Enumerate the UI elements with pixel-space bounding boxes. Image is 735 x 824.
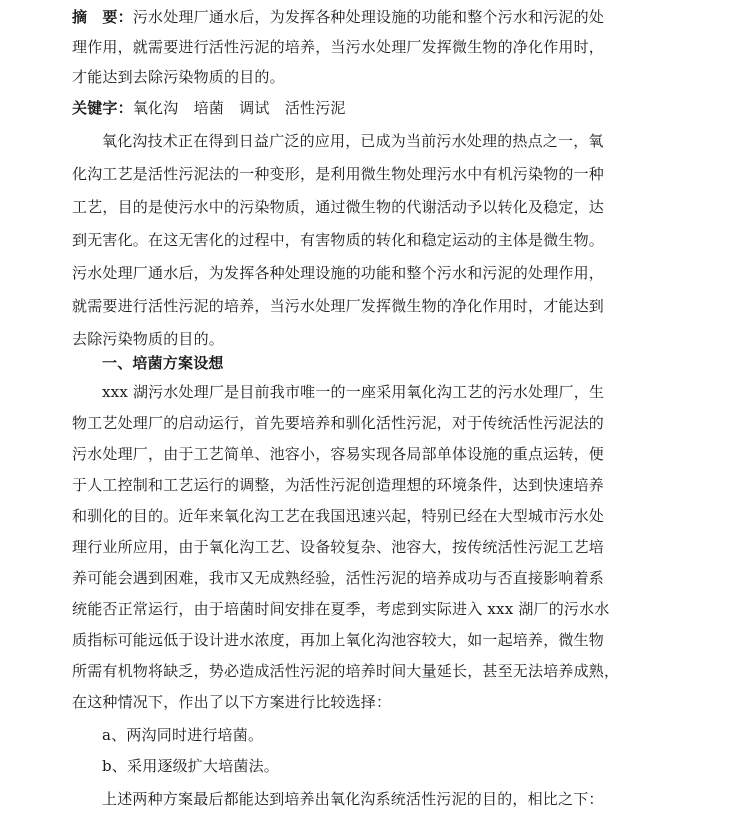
intro-line-3: 工艺，目的是使污水中的污染物质，通过微生物的代谢活动予以转化及稳定，达 [72,198,605,216]
section-line-3: 污水处理厂，由于工艺简单、池容小，容易实现各局部单体设施的重点运转，便 [72,445,605,463]
abstract-text: 污水处理厂通水后，为发挥各种处理设施的功能和整个污水和污泥的处 [132,8,605,26]
section-line-1: xxx 湖污水处理厂是目前我市唯一的一座采用氧化沟工艺的污水处理厂，生 [102,383,605,401]
abstract-line-1 [72,7,604,27]
option-b: b、采用逐级扩大培菌法。 [102,757,280,775]
keywords-label: 关键字： [72,99,133,117]
keywords-text: 氧化沟 培菌 调试 活性污泥 [132,99,346,117]
section-line-10: 所需有机物将缺乏，势必造成活性污泥的培养时间大量延长，甚至无法培养成熟， [72,662,620,680]
section-line-5: 和驯化的目的。近年来氧化沟工艺在我国迅速兴起，特别已经在大型城市污水处 [72,507,605,525]
keywords-line [72,98,346,118]
abstract-line-2: 理作用，就需要进行活性污泥的培养，当污水处理厂发挥微生物的净化作用时， [72,38,605,56]
option-a: a、两沟同时进行培菌。 [102,726,264,744]
intro-line-2: 化沟工艺是活性污泥法的一种变形，是利用微生物处理污水中有机污染物的一种 [72,165,605,183]
intro-line-6: 就需要进行活性污泥的培养，当污水处理厂发挥微生物的净化作用时，才能达到 [72,297,605,315]
section-line-9: 质指标可能远低于设计进水浓度，再加上氧化沟池容较大，如一起培养，微生物 [72,631,605,649]
section-line-6: 理行业所应用，由于氧化沟工艺、设备较复杂、池容大，按传统活性污泥工艺培 [72,538,605,556]
intro-line-5: 污水处理厂通水后，为发挥各种处理设施的功能和整个污水和污泥的处理作用， [72,264,605,282]
intro-line-1: 氧化沟技术正在得到日益广泛的应用，已成为当前污水处理的热点之一，氧 [102,132,604,150]
conclusion-line: 上述两种方案最后都能达到培养出氧化沟系统活性污泥的目的，相比之下： [102,790,604,808]
abstract-line-3: 才能达到去除污染物质的目的。 [72,68,285,86]
section-heading: 一、培菌方案设想 [102,354,224,372]
section-line-11: 在这种情况下，作出了以下方案进行比较选择： [72,693,392,711]
section-line-2: 物工艺处理厂的启动运行，首先要培养和驯化活性污泥，对于传统活性污泥法的 [72,414,605,432]
section-line-7: 养可能会遇到困难，我市又无成熟经验，活性污泥的培养成功与否直接影响着系 [72,569,605,587]
intro-line-7: 去除污染物质的目的。 [72,330,225,348]
section-line-8: 统能否正常运行，由于培菌时间安排在夏季，考虑到实际进入 xxx 湖厂的污水水 [72,600,610,618]
section-line-4: 于人工控制和工艺运行的调整，为活性污泥创造理想的环境条件，达到快速培养 [72,476,605,494]
abstract-label: 摘 要： [72,8,133,26]
intro-line-4: 到无害化。在这无害化的过程中，有害物质的转化和稳定运动的主体是微生物。 [72,231,605,249]
